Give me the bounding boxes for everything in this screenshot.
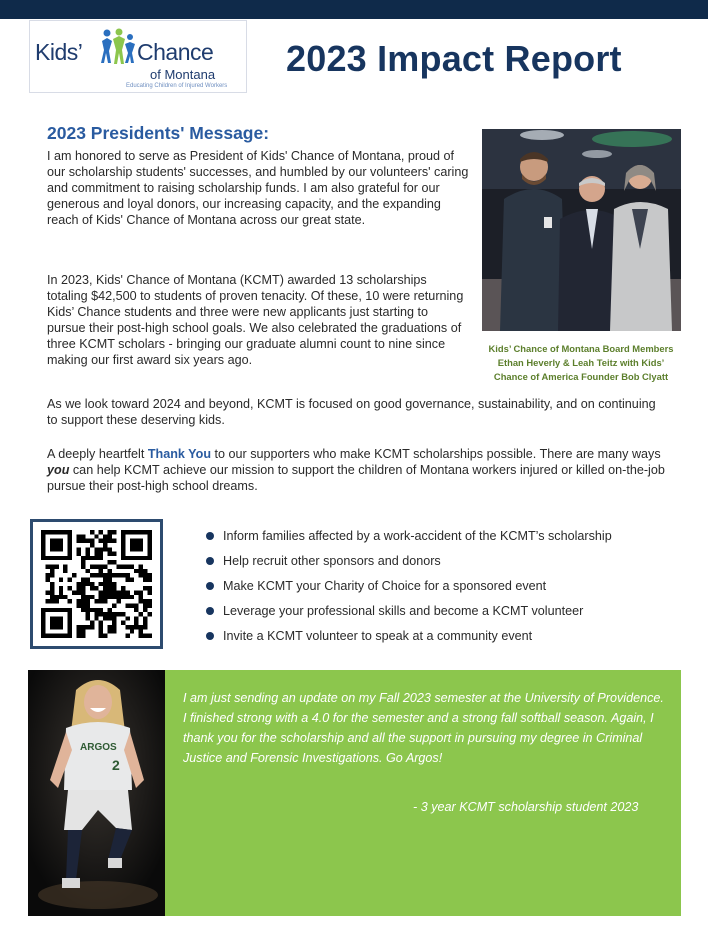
bullet-icon <box>206 632 214 640</box>
logo-text-kids: Kids’ <box>35 39 83 65</box>
list-item-text: Help recruit other sponsors and donors <box>223 553 441 568</box>
bullet-icon <box>206 582 214 590</box>
jersey-text: ARGOS <box>80 742 117 753</box>
bullet-icon <box>206 532 214 540</box>
list-item-text: Inform families affected by a work-accident of the KCMT’s scholarship <box>223 528 612 543</box>
list-item <box>206 623 612 648</box>
testimonial-quote: I am just sending an update on my Fall 2023 semester at the University of Providence. I finished strong with a 4.0 for the semester and a strong fall softball season. Again, I thank you for the scholarship and all the support in pursuing my degree in Criminal Justice and Forensic Investigations. Go Argos! <box>183 691 664 765</box>
list-item-text: Invite a KCMT volunteer to speak at a community event <box>223 628 533 643</box>
testimonial-attribution: - 3 year KCMT scholarship student 2023 <box>413 800 639 814</box>
page-title: 2023 Impact Report <box>286 38 622 79</box>
list-item-text: Make KCMT your Charity of Choice for a sponsored event <box>223 578 547 593</box>
thank-you-highlight: Thank You <box>147 447 212 461</box>
message-paragraph-3: As we look toward 2024 and beyond, KCMT is focused on good governance, sustainability, and on continuing to support these deserving kids. <box>47 397 656 427</box>
board-members-photo <box>482 129 681 331</box>
photo-caption <box>476 342 686 384</box>
logo-text-montana: of Montana <box>150 67 216 82</box>
caption-line-2: Ethan Heverly & Leah Teitz with Kids’ <box>497 357 665 368</box>
p4-end: can help KCMT achieve our mission to support the children of Montana workers injured or killed on-the-job pursue their post-high school dreams. <box>47 463 665 493</box>
caption-line-3: Chance of America Founder Bob Clyatt <box>493 371 669 382</box>
message-paragraph-1: I am honored to serve as President of Kids' Chance of Montana, proud of our scholarship students' successes, and humbled by our volunteers' caring and commitment to raising scholarship funds. I am also grateful for our generous and loyal donors, our increasing capacity, and the expanding reach of Kids' Chance of Montana across our great state. <box>47 149 469 227</box>
bullet-icon <box>206 557 214 565</box>
logo-figures-icon <box>98 27 138 67</box>
p4-mid: to our supporters who make KCMT scholarships possible. There are many ways <box>211 447 661 461</box>
list-item <box>206 598 612 623</box>
list-item <box>206 548 612 573</box>
bullet-icon <box>206 607 214 615</box>
message-heading: 2023 Presidents' Message: <box>47 123 270 143</box>
scholarship-student-photo <box>28 670 165 916</box>
logo-text-chance: Chance <box>137 39 214 65</box>
message-paragraph-2: In 2023, Kids' Chance of Montana (KCMT) awarded 13 scholarships totaling $42,500 to students of proven tenacity. Of these, 10 were returning Kids’ Chance students and three were new applicants just starting to pursue their post-high school goals. We also celebrated the graduations of three KCMT scholars - bringing our graduate alumni count to nine since making our first award six years ago. <box>47 273 464 367</box>
qr-code[interactable] <box>30 519 163 649</box>
list-item <box>206 523 612 548</box>
svg-text:2: 2 <box>112 757 120 773</box>
you-emphasis: you <box>47 463 70 477</box>
list-item <box>206 573 612 598</box>
testimonial-box <box>165 670 681 916</box>
qr-code-icon <box>41 530 152 638</box>
message-paragraph-4 <box>47 446 677 494</box>
p4-start: A deeply heartfelt <box>47 447 148 461</box>
kids-chance-logo <box>29 20 247 93</box>
list-item-text: Leverage your professional skills and become a KCMT volunteer <box>223 603 584 618</box>
top-banner-bar <box>0 0 708 19</box>
logo-tagline: Educating Children of Injured Workers <box>126 83 228 89</box>
ways-to-help-list <box>206 523 612 648</box>
caption-line-1: Kids’ Chance of Montana Board Members <box>488 343 674 354</box>
